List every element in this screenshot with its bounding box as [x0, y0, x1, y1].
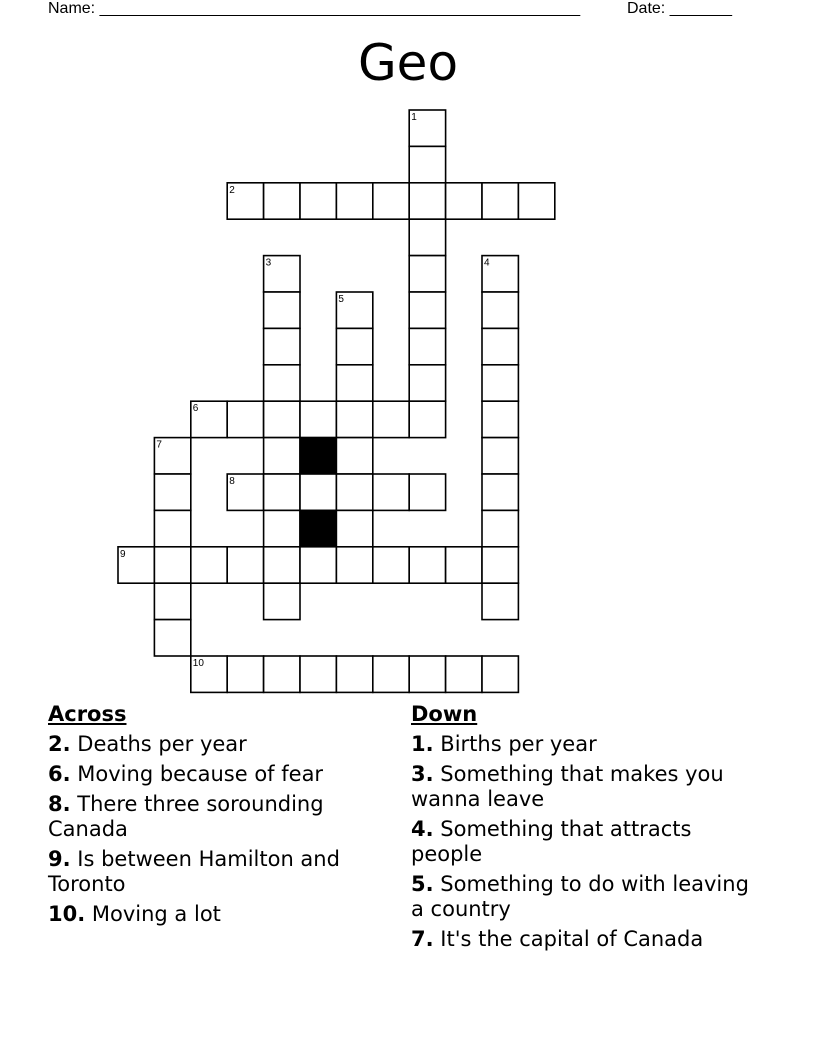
- grid-cell[interactable]: [154, 547, 190, 583]
- grid-cell[interactable]: [373, 474, 409, 510]
- cell-number: 4: [484, 257, 490, 269]
- grid-cell[interactable]: [227, 401, 263, 437]
- grid-cell[interactable]: [336, 510, 372, 546]
- grid-cell[interactable]: [336, 547, 372, 583]
- grid-cell[interactable]: [482, 365, 518, 401]
- clue-text: Births per year: [440, 732, 597, 756]
- grid-cell[interactable]: [336, 365, 372, 401]
- grid-cell[interactable]: [482, 292, 518, 328]
- grid-cell[interactable]: [482, 510, 518, 546]
- grid-cell[interactable]: [409, 256, 445, 292]
- grid-cell[interactable]: [300, 547, 336, 583]
- grid-cell[interactable]: [373, 656, 409, 692]
- cell-number: 8: [229, 476, 235, 487]
- grid-cell[interactable]: [446, 656, 482, 692]
- grid-cell[interactable]: [264, 365, 300, 401]
- across-clue: [48, 847, 393, 897]
- cell-number: 3: [265, 257, 272, 269]
- grid-cell[interactable]: [409, 219, 445, 255]
- grid-cell[interactable]: [264, 547, 300, 583]
- grid-cell[interactable]: [336, 401, 372, 437]
- cell-number: 9: [120, 548, 126, 560]
- grid-cell[interactable]: [300, 401, 336, 437]
- clue-text: Is between Hamilton and Toronto: [48, 847, 340, 896]
- clue-text: Something that makes you wanna leave: [411, 762, 724, 811]
- grid-cell[interactable]: [264, 183, 300, 219]
- grid-cell[interactable]: [482, 656, 518, 692]
- down-clue: [411, 732, 756, 757]
- grid-cell[interactable]: [409, 474, 445, 510]
- across-clue: [48, 762, 393, 787]
- down-heading: Down: [411, 702, 478, 726]
- grid-cell[interactable]: [409, 656, 445, 692]
- clue-number: 1.: [411, 732, 434, 756]
- grid-cell[interactable]: [409, 292, 445, 328]
- grid-cell[interactable]: [482, 183, 518, 219]
- grid-cell[interactable]: [300, 656, 336, 692]
- grid-cell[interactable]: [264, 510, 300, 546]
- grid-cell[interactable]: [409, 365, 445, 401]
- clue-text: Something that attracts people: [411, 817, 692, 866]
- clue-number: 9.: [48, 847, 71, 871]
- clue-number: 4.: [411, 817, 434, 841]
- clue-number: 6.: [48, 762, 71, 786]
- clue-text: Moving a lot: [91, 902, 221, 926]
- grid-cell[interactable]: [154, 474, 190, 510]
- down-clue: [411, 872, 756, 922]
- grid-cell[interactable]: [482, 438, 518, 474]
- clue-number: 10.: [48, 902, 86, 926]
- grid-cell[interactable]: [300, 474, 336, 510]
- grid-cell[interactable]: [482, 474, 518, 510]
- grid-cell[interactable]: [446, 183, 482, 219]
- grid-cell[interactable]: [373, 183, 409, 219]
- grid-cell[interactable]: [154, 620, 190, 656]
- grid-cell[interactable]: [336, 474, 372, 510]
- across-clue: [48, 792, 393, 842]
- down-clues: [411, 702, 756, 957]
- cell-number: 7: [156, 439, 162, 451]
- grid-cell[interactable]: [446, 547, 482, 583]
- grid-cell[interactable]: [482, 583, 518, 619]
- clue-number: 8.: [48, 792, 71, 816]
- grid-cell[interactable]: [264, 292, 300, 328]
- cell-number: 1: [411, 112, 417, 123]
- grid-cell[interactable]: [518, 183, 554, 219]
- down-clue: [411, 927, 756, 952]
- clue-text: Moving because of fear: [77, 762, 324, 786]
- cell-number: 5: [338, 294, 344, 305]
- cell-number: 6: [192, 403, 199, 415]
- clue-text: Something to do with leaving a country: [411, 872, 749, 921]
- grid-cell[interactable]: [264, 328, 300, 364]
- clue-number: 3.: [411, 762, 434, 786]
- clue-number: 7.: [411, 927, 434, 951]
- name-field-label: Name: ______________________________________________________: [48, 0, 581, 17]
- grid-cell[interactable]: [409, 547, 445, 583]
- across-clue: [48, 732, 393, 757]
- grid-cell[interactable]: [264, 656, 300, 692]
- puzzle-title: Geo: [357, 34, 459, 92]
- grid-cell[interactable]: [373, 401, 409, 437]
- grid-cell[interactable]: [409, 183, 445, 219]
- grid-cell[interactable]: [336, 438, 372, 474]
- grid-cell[interactable]: [264, 401, 300, 437]
- grid-cell[interactable]: [336, 656, 372, 692]
- grid-cell[interactable]: [154, 583, 190, 619]
- grid-cell[interactable]: [191, 547, 227, 583]
- grid-cell[interactable]: [264, 474, 300, 510]
- grid-cell[interactable]: [154, 510, 190, 546]
- grid-cell[interactable]: [409, 328, 445, 364]
- grid-cell[interactable]: [300, 183, 336, 219]
- clue-text: Deaths per year: [77, 732, 247, 756]
- cell-number: 2: [229, 184, 235, 196]
- cell-number: 10: [192, 658, 204, 669]
- grid-cell[interactable]: [373, 547, 409, 583]
- grid-cell[interactable]: [482, 401, 518, 437]
- across-clues: [48, 702, 393, 932]
- grid-cell[interactable]: [482, 547, 518, 583]
- clue-number: 2.: [48, 732, 71, 756]
- grid-cell[interactable]: [264, 583, 300, 619]
- grid-cell[interactable]: [227, 547, 263, 583]
- grid-cell[interactable]: [336, 183, 372, 219]
- clue-text: There three sorounding Canada: [48, 792, 324, 841]
- down-clue: [411, 817, 756, 867]
- grid-cell[interactable]: [336, 328, 372, 364]
- grid-cell-blocked: [300, 510, 336, 546]
- grid-cell[interactable]: [264, 438, 300, 474]
- grid-cell[interactable]: [409, 146, 445, 182]
- across-clue: [48, 902, 393, 927]
- clue-text: It's the capital of Canada: [440, 927, 704, 951]
- down-clue: [411, 762, 756, 812]
- clue-number: 5.: [411, 872, 434, 896]
- date-field-label: Date: _______: [627, 0, 732, 17]
- grid-cell[interactable]: [227, 656, 263, 692]
- across-heading: Across: [48, 702, 127, 726]
- grid-cell[interactable]: [482, 328, 518, 364]
- grid-cell-blocked: [300, 438, 336, 474]
- grid-cell[interactable]: [409, 401, 445, 437]
